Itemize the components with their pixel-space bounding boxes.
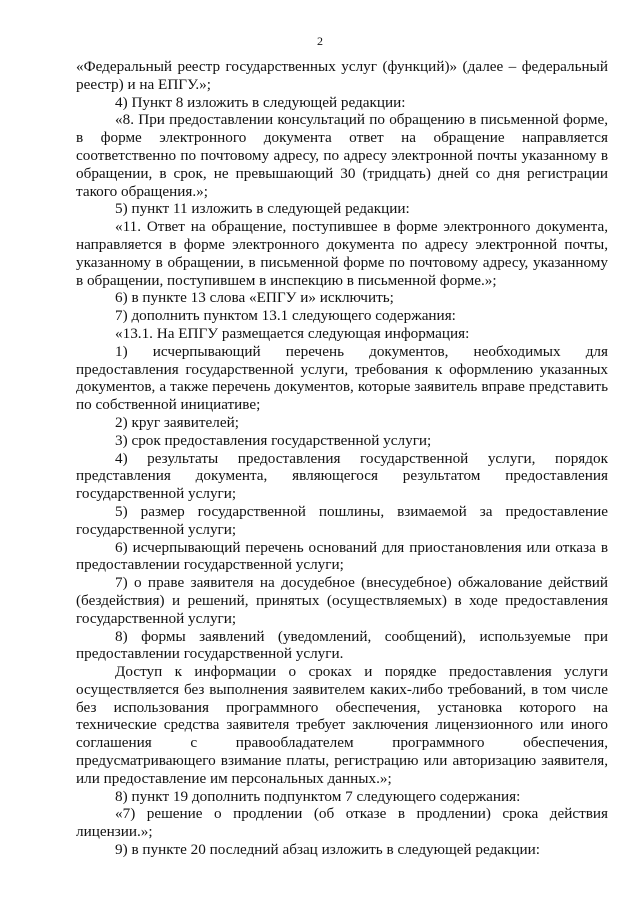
page-number: 2 — [317, 34, 323, 48]
paragraph-p19: «7) решение о продлении (об отказе в продлении) срока действия лицензии.»; — [76, 805, 608, 841]
paragraph-p08: «13.1. На ЕПГУ размещается следующая информация: — [115, 324, 470, 342]
paragraph-p20: 9) в пункте 20 последний абзац изложить в следующей редакции: — [115, 841, 540, 859]
paragraph-p05: «11. Ответ на обращение, поступившее в форме электронного документа, направляется в форме электронного документа по адресу электронной почты, указанному в обращении, в письменной форме по почтовому адресу, указанному в обращении, поступившем в инспекцию в письменной форме.»; — [76, 218, 608, 289]
paragraph-p14: 6) исчерпывающий перечень оснований для приостановления или отказа в предоставлении государственной услуги; — [76, 538, 608, 574]
paragraph-p10: 2) круг заявителей; — [115, 413, 239, 431]
paragraph-p07: 7) дополнить пунктом 13.1 следующего содержания: — [115, 307, 456, 325]
paragraph-p18: 8) пункт 19 дополнить подпунктом 7 следующего содержания: — [115, 787, 521, 805]
document-body — [76, 58, 608, 859]
paragraph-p04: 5) пункт 11 изложить в следующей редакции: — [115, 200, 410, 218]
paragraph-p09: 1) исчерпывающий перечень документов, необходимых для предоставления государственной услуги, требования к оформлению указанных документов, а также перечень документов, которые заявитель вправе представить по собственной инициативе; — [76, 342, 608, 414]
paragraph-p15: 7) о праве заявителя на досудебное (внесудебное) обжалование действий (бездействия) и решений, принятых (осуществляемых) в ходе предоставления государственной услуги; — [76, 574, 608, 627]
paragraph-p06: 6) в пункте 13 слова «ЕПГУ и» исключить; — [115, 289, 394, 307]
paragraph-p12: 4) результаты предоставления государственной услуги, порядок представления документа, являющегося результатом предоставления государственной услуги; — [76, 449, 608, 503]
paragraph-p01: «Федеральный реестр государственных услуг (функций)» (далее – федеральный реестр) и на ЕПГУ.»; — [76, 58, 608, 93]
paragraph-p16: 8) формы заявлений (уведомлений, сообщений), используемые при предоставлении государственной услуги. — [76, 627, 608, 663]
paragraph-p03: «8. При предоставлении консультаций по обращению в письменной форме, в форме электронного документа ответ на обращение направляется соответственно по почтовому адресу, по адресу электронной почты указанному в обращении, в срок, не превышающий 30 (тридцать) дней со дня регистрации такого обращения.»; — [76, 111, 608, 200]
paragraph-p13: 5) размер государственной пошлины, взимаемой за предоставление государственной услуги; — [76, 502, 608, 538]
paragraph-p02: 4) Пункт 8 изложить в следующей редакции: — [115, 93, 406, 111]
paragraph-p17: Доступ к информации о сроках и порядке предоставления услуги осуществляется без выполнения заявителем каких-либо требований, в том числе без использования программного обеспечения, установка которого на технические средства заявителя требует заключения лицензионного или иного соглашения с правообладателем программного обеспечения, предусматривающего взимание платы, регистрацию или авторизацию заявителя, или предоставление им персональных данных.»; — [76, 663, 608, 787]
paragraph-p11: 3) срок предоставления государственной услуги; — [115, 431, 432, 449]
